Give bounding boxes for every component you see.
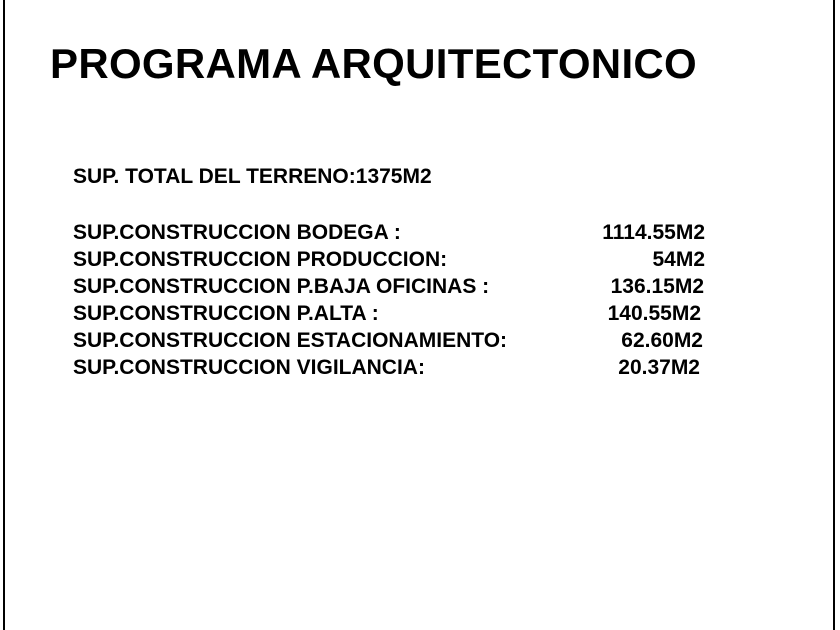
surface-row-value: 54M2 bbox=[652, 248, 705, 271]
surface-row-baja-oficinas bbox=[73, 275, 713, 302]
surface-row-produccion bbox=[73, 248, 713, 275]
surface-row-bodega bbox=[73, 221, 713, 248]
surface-row-value: 136.15M2 bbox=[610, 275, 704, 298]
surface-row-vigilancia bbox=[73, 356, 713, 383]
surface-row-label: SUP.CONSTRUCCION PRODUCCION: bbox=[73, 248, 448, 271]
frame-right-border bbox=[833, 0, 835, 630]
surface-row-alta bbox=[73, 302, 713, 329]
surface-row-label: SUP.CONSTRUCCION P.BAJA OFICINAS : bbox=[73, 275, 490, 298]
surface-row-estacionamiento bbox=[73, 329, 713, 356]
page-title: PROGRAMA ARQUITECTONICO bbox=[50, 40, 698, 87]
surface-row-label: SUP.CONSTRUCCION VIGILANCIA: bbox=[73, 356, 425, 379]
surface-row-label: SUP.CONSTRUCCION ESTACIONAMIENTO: bbox=[73, 329, 508, 352]
frame-left-border bbox=[3, 0, 5, 630]
surface-row-value: 140.55M2 bbox=[607, 302, 701, 325]
surface-row-value: 1114.55M2 bbox=[602, 221, 705, 244]
surface-row-value: 62.60M2 bbox=[621, 329, 703, 352]
surface-row-label: SUP.CONSTRUCCION BODEGA : bbox=[73, 221, 401, 244]
surface-row-value: 20.37M2 bbox=[618, 356, 700, 379]
surface-list bbox=[73, 221, 713, 383]
surface-row-label: SUP.CONSTRUCCION P.ALTA : bbox=[73, 302, 379, 325]
total-land-surface: SUP. TOTAL DEL TERRENO:1375M2 bbox=[73, 165, 432, 188]
